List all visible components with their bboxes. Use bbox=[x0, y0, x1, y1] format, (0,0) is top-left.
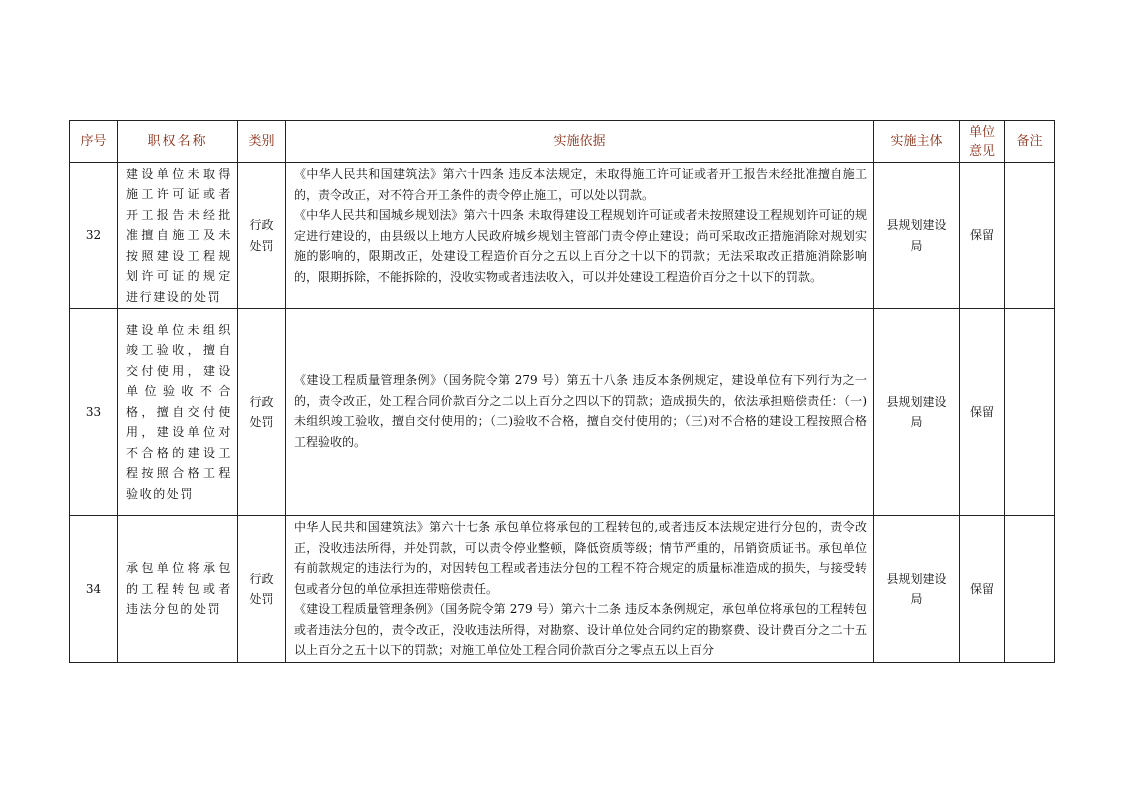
row-category bbox=[238, 516, 286, 663]
row-seq: 33 bbox=[70, 309, 118, 516]
row-basis bbox=[286, 516, 874, 663]
authority-table bbox=[69, 120, 1055, 663]
row-authority-name: 建设单位未取得施工许可证或者开工报告未经批准擅自施工及未按照建设工程规划许可证的规定进行建设的处罚 bbox=[118, 163, 238, 309]
row-opinion: 保留 bbox=[960, 516, 1005, 663]
row-basis-paragraph: 中华人民共和国建筑法》第六十七条 承包单位将承包的工程转包的,或者违反本法规定进行分包的，责令改正，没收违法所得，并处罚款，可以责令停业整顿，降低资质等级；情节严重的，吊销资质证书。承包单位有前款规定的违法行为的，对因转包工程或者违法分包的工程不符合规定的质量标准造成的损失，与接受转包或者分包的单位承担连带赔偿责任。 bbox=[294, 520, 867, 596]
row-category-line2: 处罚 bbox=[249, 592, 274, 606]
header-subject: 实施主体 bbox=[874, 121, 960, 163]
header-remark: 备注 bbox=[1005, 121, 1055, 163]
row-subject: 县规划建设局 bbox=[874, 309, 960, 516]
row-remark bbox=[1005, 309, 1055, 516]
table-row bbox=[70, 163, 1055, 309]
header-name: 职权名称 bbox=[118, 121, 238, 163]
row-category-line2: 处罚 bbox=[249, 238, 274, 253]
row-seq: 34 bbox=[70, 516, 118, 663]
document-page bbox=[69, 120, 1054, 663]
row-subject: 县规划建设局 bbox=[874, 163, 960, 309]
row-category bbox=[238, 309, 286, 516]
row-basis-paragraph: 《建设工程质量管理条例》（国务院令第 279 号）第五十八条 违反本条例规定，建设单位有下列行为之一的，责令改正，处工程合同价款百分之二以上百分之四以下的罚款；造成损失的，依法承担赔偿责任：（一)未组织竣工验收，擅自交付使用的；（二)验收不合格，擅自交付使用的；（三)对不合格的建设工程按照合格工程验收的。 bbox=[294, 373, 867, 449]
table-header-row bbox=[70, 121, 1055, 163]
row-basis-paragraph: 《建设工程质量管理条例》（国务院令第 279 号）第六十二条 违反本条例规定，承包单位将承包的工程转包或者违法分包的，责令改正，没收违法所得，对勘察、设计单位处合同约定的勘察费、设计费百分之二十五以上百分之五十以下的罚款；对施工单位处工程合同价款百分之零点五以上百分 bbox=[294, 602, 867, 657]
row-basis bbox=[286, 309, 874, 516]
row-category-line1: 行政 bbox=[249, 394, 274, 409]
table-row bbox=[70, 309, 1055, 516]
row-authority-name: 建设单位未组织竣工验收，擅自交付使用，建设单位验收不合格，擅自交付使用，建设单位对不合格的建设工程按照合格工程验收的处罚 bbox=[118, 309, 238, 516]
header-category: 类别 bbox=[238, 121, 286, 163]
header-opinion bbox=[960, 121, 1005, 163]
header-basis: 实施依据 bbox=[286, 121, 874, 163]
row-basis bbox=[286, 163, 874, 309]
row-opinion: 保留 bbox=[960, 309, 1005, 516]
row-remark bbox=[1005, 516, 1055, 663]
row-authority-name: 承包单位将承包的工程转包或者违法分包的处罚 bbox=[118, 516, 238, 663]
row-basis-paragraph: 《中华人民共和国建筑法》第六十四条 违反本法规定，未取得施工许可证或者开工报告未经批准擅自施工的，责令改正，对不符合开工条件的责令停止施工，可以处以罚款。 bbox=[294, 167, 867, 202]
row-remark bbox=[1005, 163, 1055, 309]
row-basis-paragraph: 《中华人民共和国城乡规划法》第六十四条 未取得建设工程规划许可证或者未按照建设工程规划许可证的规定进行建设的，由县级以上地方人民政府城乡规划主管部门责令停止建设；尚可采取改正措施消除对规划实施的影响的，限期改正，处建设工程造价百分之五以上百分之十以下的罚款；无法采取改正措施消除影响的，限期拆除，不能拆除的，没收实物或者违法收入，可以并处建设工程造价百分之十以下的罚款。 bbox=[294, 208, 867, 284]
header-opinion-line2: 意见 bbox=[968, 143, 995, 159]
header-opinion-line1: 单位 bbox=[968, 124, 995, 140]
row-subject: 县规划建设局 bbox=[874, 516, 960, 663]
row-category bbox=[238, 163, 286, 309]
table-row bbox=[70, 516, 1055, 663]
row-opinion: 保留 bbox=[960, 163, 1005, 309]
row-category-line1: 行政 bbox=[249, 571, 274, 586]
row-category-line2: 处罚 bbox=[249, 415, 274, 429]
header-seq: 序号 bbox=[70, 121, 118, 163]
row-seq: 32 bbox=[70, 163, 118, 309]
row-category-line1: 行政 bbox=[249, 218, 274, 232]
